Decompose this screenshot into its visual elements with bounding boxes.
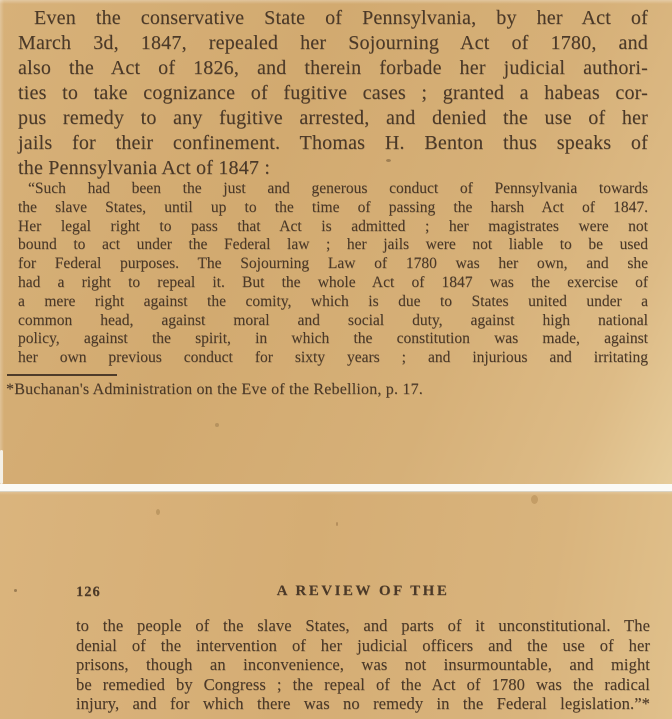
text-line: also the Act of 1826, and therein forbade her judicial authori- bbox=[18, 57, 648, 79]
page-gap bbox=[0, 484, 672, 492]
text-line: injury, and for which there was no remedy in the Federal legislation.”* bbox=[76, 694, 650, 713]
scan-speck bbox=[156, 509, 160, 515]
text-line: common head, against moral and social duty, against high national bbox=[18, 311, 648, 329]
text-line: Her legal right to pass that Act is admitted ; her magistrates were not bbox=[18, 217, 648, 235]
text-line: “Such had been the just and generous conduct of Pennsylvania towards bbox=[28, 180, 648, 197]
scan-speck bbox=[531, 495, 538, 504]
text-line: Even the conservative State of Pennsylvania, by her Act of bbox=[34, 7, 648, 29]
text-line: the Pennsylvania Act of 1847 : bbox=[18, 157, 271, 179]
scanned-page-bottom bbox=[0, 492, 672, 719]
scan-speck bbox=[14, 589, 17, 592]
text-line: ties to take cognizance of fugitive cases ; granted a habeas cor- bbox=[18, 82, 648, 104]
text-line: jails for their confinement. Thomas H. Benton thus speaks of bbox=[18, 132, 648, 154]
block-quote bbox=[18, 180, 648, 368]
text-line: to the people of the slave States, and parts of it unconstitutional. The bbox=[76, 616, 650, 635]
footnote: *Buchanan's Administration on the Eve of the Rebellion, p. 17. bbox=[6, 381, 423, 398]
text-line: pus remedy to any fugitive arrested, and denied the use of her bbox=[18, 107, 648, 129]
scan-speck bbox=[336, 522, 338, 526]
text-line: had a right to repeal it. But the whole Act of 1847 was the exercise of bbox=[18, 273, 648, 291]
main-paragraph bbox=[18, 6, 648, 181]
page-number: 126 bbox=[76, 584, 101, 600]
scan-speck bbox=[386, 159, 391, 162]
footnote-rule bbox=[7, 374, 117, 376]
text-line: prisons, though an inconvenience, was not insurmountable, and might bbox=[76, 655, 650, 674]
text-line: the slave States, until up to the time of passing the harsh Act of 1847. bbox=[18, 198, 648, 216]
running-header: A REVIEW OF THE bbox=[276, 583, 450, 599]
text-line: denial of the intervention of her judicial officers and the use of her bbox=[76, 635, 650, 655]
text-line: be remedied by Congress ; the repeal of the Act of 1780 was the radical bbox=[76, 674, 650, 694]
scan-speck bbox=[215, 423, 219, 427]
text-line: bound to act under the Federal law ; her jails were not liable to be used bbox=[18, 236, 648, 254]
text-line: for Federal purposes. The Sojourning Law of 1780 was her own, and she bbox=[18, 255, 648, 273]
text-line: a mere right against the comity, which is due to States united under a bbox=[18, 292, 648, 310]
continuation-paragraph bbox=[76, 616, 650, 714]
scan-edge-artifact bbox=[0, 450, 3, 484]
text-line: policy, against the spirit, in which the constitution was made, against bbox=[18, 330, 648, 348]
text-line: her own previous conduct for sixty years ; and injurious and irritating bbox=[18, 349, 648, 367]
text-line: March 3d, 1847, repealed her Sojourning Act of 1780, and bbox=[18, 32, 648, 54]
